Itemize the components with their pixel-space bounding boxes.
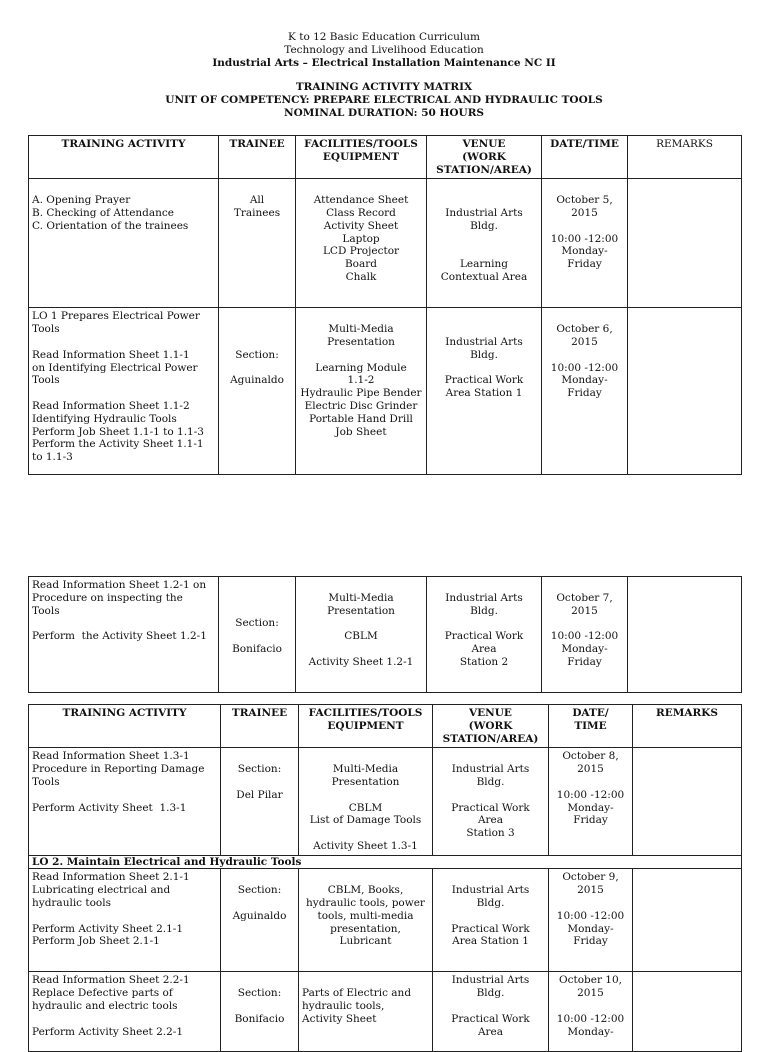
activity-cell: Read Information Sheet 2.1-1 Lubricating electrical and hydraulic tools Perform Activity Sheet 2.1-1 Perform Job Sheet 2.1-1 <box>29 869 221 972</box>
date-time-cell: October 5, 2015 10:00 -12:00 Monday- Friday <box>542 179 628 308</box>
remarks-cell <box>633 869 742 972</box>
header-date-time: DATE/TIME <box>542 136 628 179</box>
activity-cell: LO 1 Prepares Electrical Power Tools Read Information Sheet 1.1-1 on Identifying Electrical Power Tools Read Information Sheet 1.1-2 Identifying Hydraulic Tools Perform Job Sheet 1.1-1 to 1.1-3 Perform the Activity Sheet 1.1-1 to 1.1-3 <box>29 308 219 475</box>
remarks-cell <box>628 577 742 693</box>
trainee-cell: Section: Del Pilar <box>221 748 299 856</box>
venue-cell: Industrial Arts Bldg. Learning Contextual Area <box>427 179 542 308</box>
venue-cell: Industrial Arts Bldg. Practical Work Area <box>433 972 549 1052</box>
date-time-cell: October 9, 2015 10:00 -12:00 Monday- Friday <box>549 869 633 972</box>
trainee-cell: Section: Aguinaldo <box>219 308 296 475</box>
table-row <box>29 748 742 856</box>
table-row <box>29 869 742 972</box>
header-trainee: TRAINEE <box>219 136 296 179</box>
remarks-cell <box>628 308 742 475</box>
table-row <box>29 308 742 475</box>
qualification-line: Industrial Arts – Electrical Installation Maintenance NC II <box>212 56 556 69</box>
facilities-cell: Multi-Media Presentation CBLM List of Damage Tools Activity Sheet 1.3-1 <box>299 748 433 856</box>
header-remarks: REMARKS <box>633 705 742 748</box>
remarks-cell <box>633 748 742 856</box>
training-matrix-table-3 <box>28 704 742 1052</box>
facilities-cell: Parts of Electric and hydraulic tools, Activity Sheet <box>299 972 433 1052</box>
facilities-cell: Multi-Media Presentation Learning Module 1.1-2 Hydraulic Pipe Bender Electric Disc Grinder Portable Hand Drill Job Sheet <box>296 308 427 475</box>
date-time-cell: October 8, 2015 10:00 -12:00 Monday- Friday <box>549 748 633 856</box>
header-training-activity: TRAINING ACTIVITY <box>29 705 221 748</box>
header-facilities: FACILITIES/TOOLS EQUIPMENT <box>296 136 427 179</box>
training-matrix-table-1 <box>28 135 742 475</box>
nominal-duration: NOMINAL DURATION: 50 HOURS <box>283 106 485 119</box>
venue-cell: Industrial Arts Bldg. Practical Work Area Station 2 <box>427 577 542 693</box>
training-matrix-table-2 <box>28 576 742 693</box>
header-facilities: FACILITIES/TOOLS EQUIPMENT <box>299 705 433 748</box>
curriculum-line: K to 12 Basic Education Curriculum <box>288 31 480 43</box>
subject-line: Technology and Livelihood Education <box>284 43 484 56</box>
venue-cell: Industrial Arts Bldg. Practical Work Area Station 3 <box>433 748 549 856</box>
learning-outcome-row <box>29 856 742 869</box>
trainee-cell: Section: Bonifacio <box>219 577 296 693</box>
activity-cell: Read Information Sheet 2.2-1 Replace Defective parts of hydraulic and electric tools Perform Activity Sheet 2.2-1 <box>29 972 221 1052</box>
table-row <box>29 179 742 308</box>
header-venue: VENUE (WORK STATION/AREA) <box>427 136 542 179</box>
document-header <box>0 31 768 120</box>
venue-cell: Industrial Arts Bldg. Practical Work Area Station 1 <box>427 308 542 475</box>
trainee-cell: All Trainees <box>219 179 296 308</box>
facilities-cell: Attendance Sheet Class Record Activity Sheet Laptop LCD Projector Board Chalk <box>296 179 427 308</box>
header-venue: VENUE (WORK STATION/AREA) <box>433 705 549 748</box>
header-date-time: DATE/ TIME <box>549 705 633 748</box>
facilities-cell: CBLM, Books, hydraulic tools, power tools, multi-media presentation, Lubricant <box>299 869 433 972</box>
matrix-title: TRAINING ACTIVITY MATRIX <box>295 81 473 94</box>
activity-cell: A. Opening Prayer B. Checking of Attendance C. Orientation of the trainees <box>29 179 219 308</box>
table-row <box>29 972 742 1052</box>
date-time-cell: October 7, 2015 10:00 -12:00 Monday- Friday <box>542 577 628 693</box>
header-remarks: REMARKS <box>628 136 742 179</box>
table-header-row <box>29 136 742 179</box>
date-time-cell: October 6, 2015 10:00 -12:00 Monday- Friday <box>542 308 628 475</box>
unit-of-competency: UNIT OF COMPETENCY: PREPARE ELECTRICAL AND HYDRAULIC TOOLS <box>165 94 603 107</box>
learning-outcome-2: LO 2. Maintain Electrical and Hydraulic Tools <box>29 856 742 869</box>
remarks-cell <box>628 179 742 308</box>
trainee-cell: Section: Aguinaldo <box>221 869 299 972</box>
activity-cell: Read Information Sheet 1.3-1 Procedure in Reporting Damage Tools Perform Activity Sheet 1.3-1 <box>29 748 221 856</box>
remarks-cell <box>633 972 742 1052</box>
date-time-cell: October 10, 2015 10:00 -12:00 Monday- <box>549 972 633 1052</box>
table-row <box>29 577 742 693</box>
table-header-row <box>29 705 742 748</box>
activity-cell: Read Information Sheet 1.2-1 on Procedure on inspecting the Tools Perform the Activity Sheet 1.2-1 <box>29 577 219 693</box>
trainee-cell: Section: Bonifacio <box>221 972 299 1052</box>
venue-cell: Industrial Arts Bldg. Practical Work Area Station 1 <box>433 869 549 972</box>
facilities-cell: Multi-Media Presentation CBLM Activity Sheet 1.2-1 <box>296 577 427 693</box>
header-trainee: TRAINEE <box>221 705 299 748</box>
header-training-activity: TRAINING ACTIVITY <box>29 136 219 179</box>
